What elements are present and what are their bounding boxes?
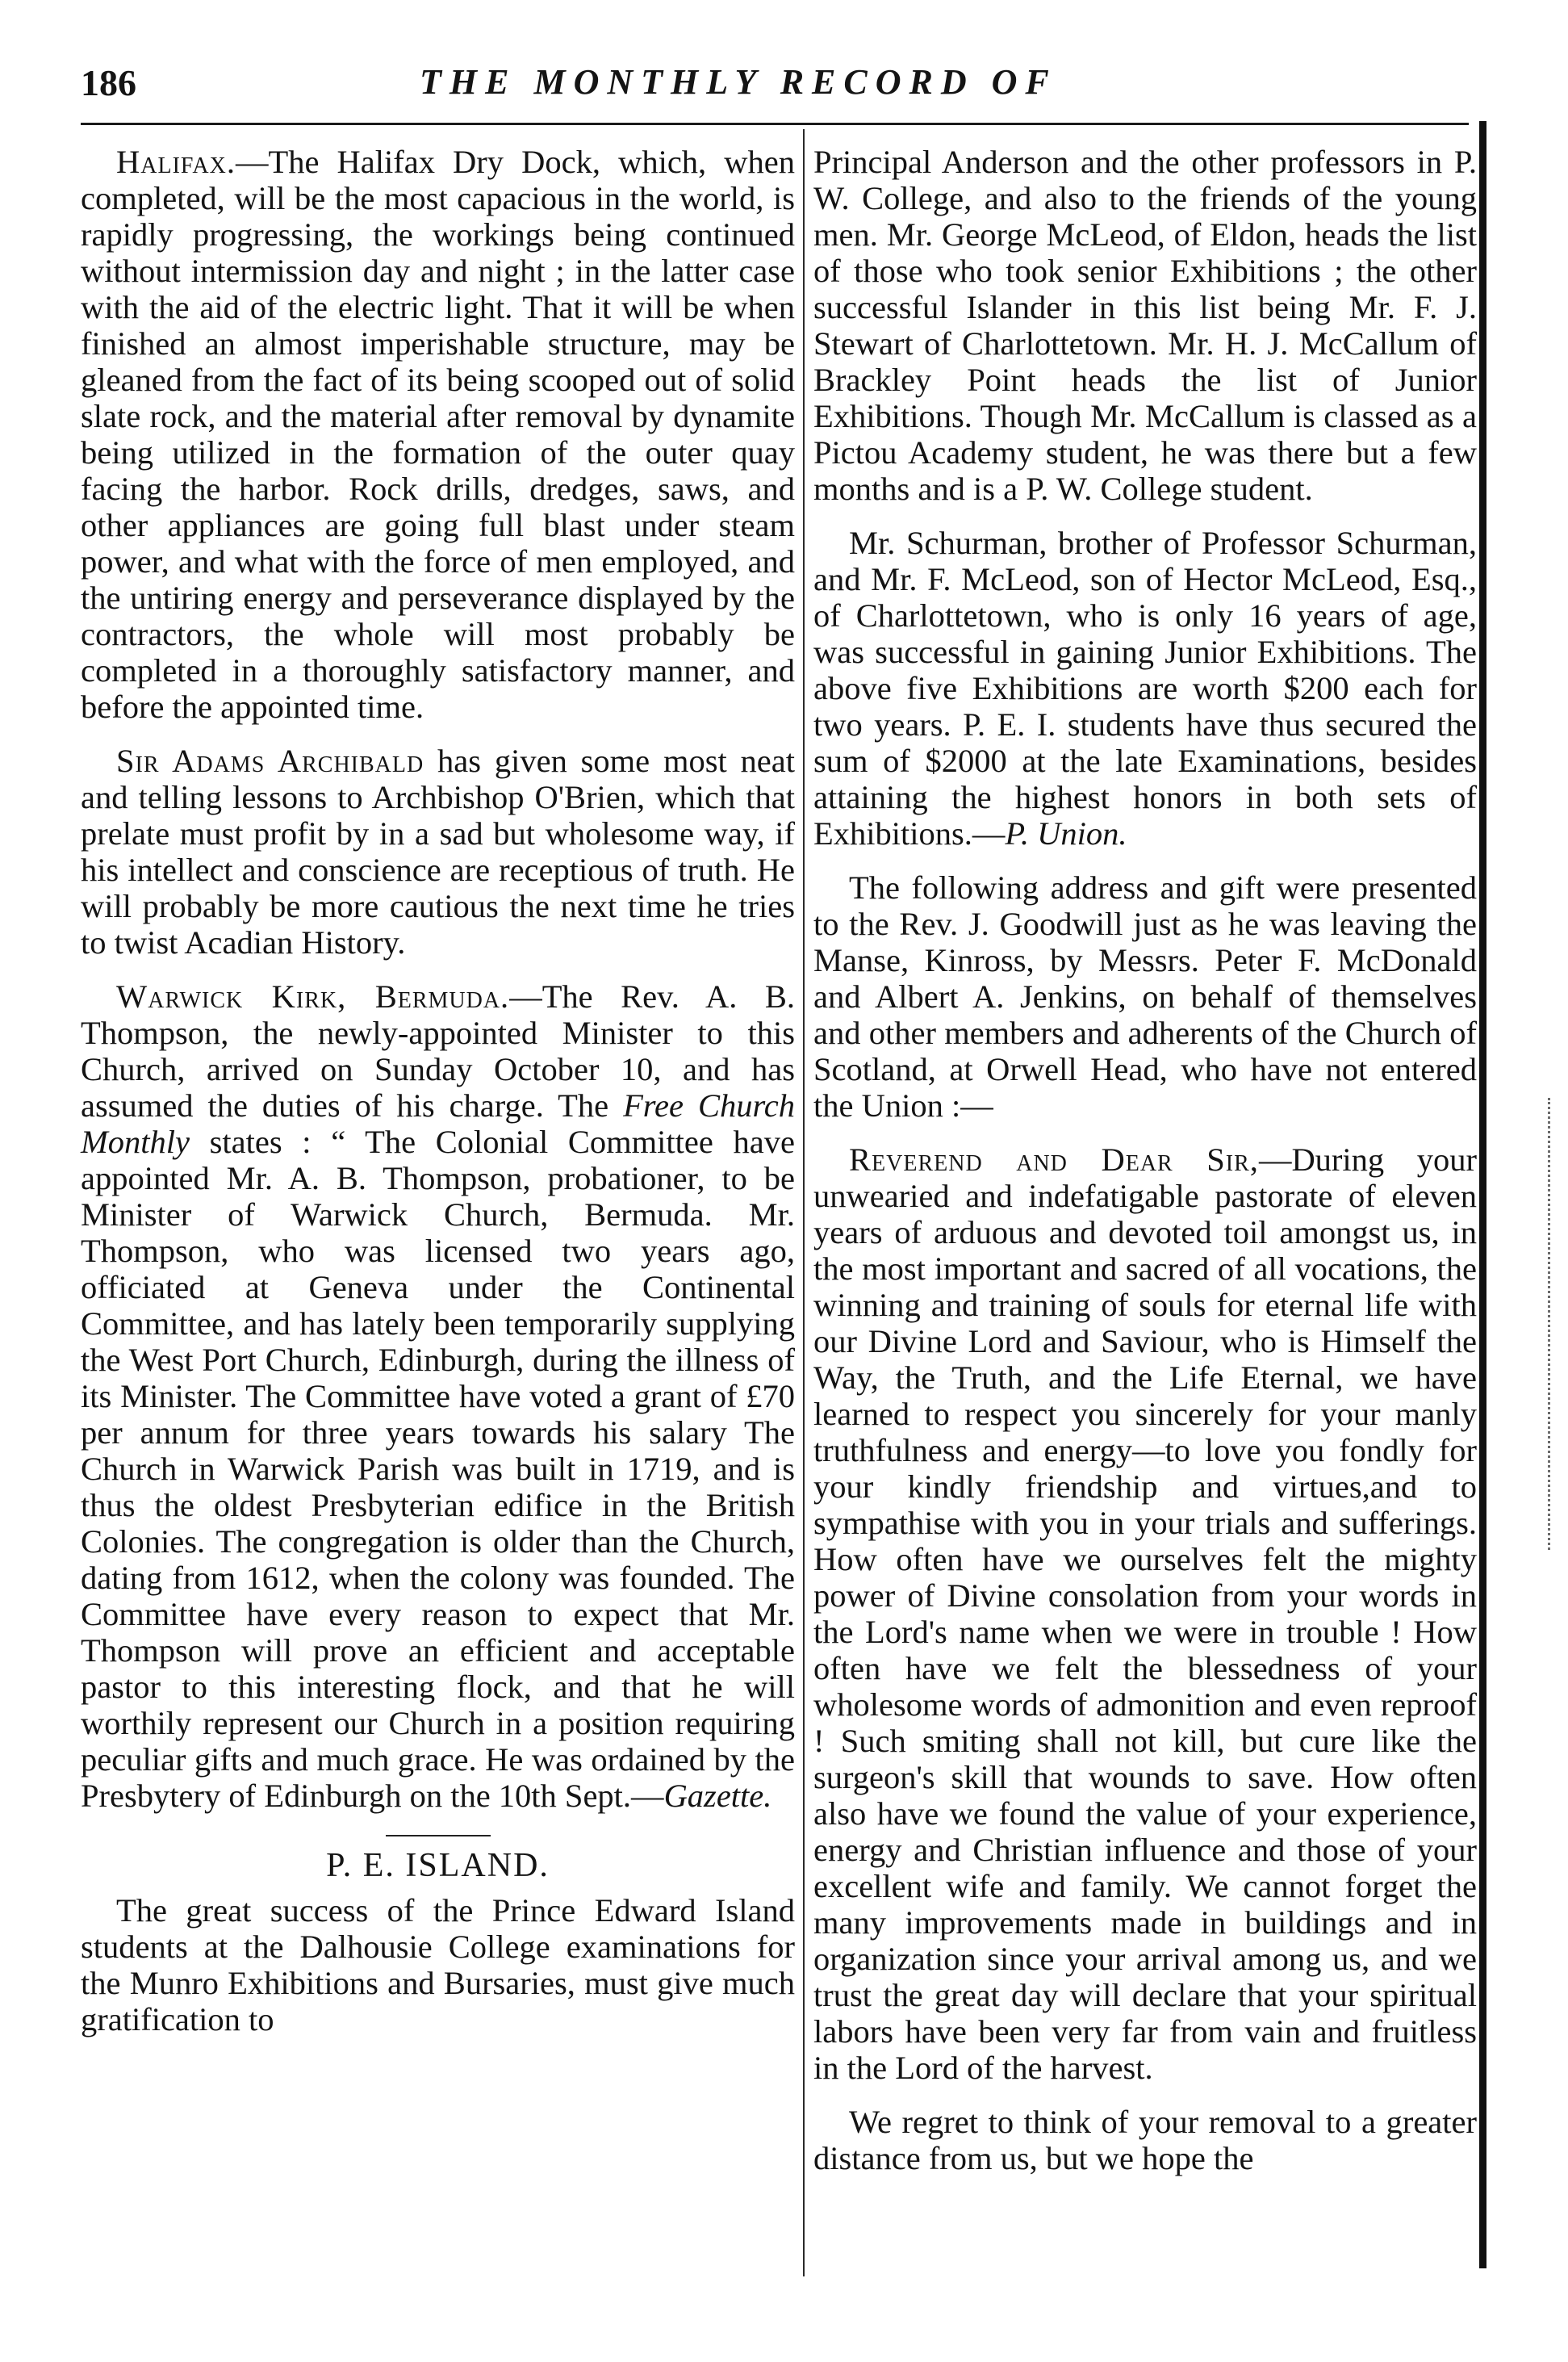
address-salutation: Reverend and Dear Sir,	[849, 1141, 1259, 1178]
schurman-source: P. Union.	[1005, 815, 1127, 852]
page-number: 186	[81, 62, 136, 103]
halifax-lead: Halifax.	[116, 144, 236, 180]
address-paragraph	[813, 1141, 1477, 2086]
address-text: —During your unwearied and indefatigable pastorate of eleven years of arduous and devoted toil amongst us, in the most important and sacred of all vocations, the winning and training of souls for eternal life with our Divine Lord and Saviour, who is Himself the Way, the Truth, and the Life Eternal, we have learned to respect you sincerely for your manly truthfulness and energy—to love you fondly for your kindly friendship and virtues,and to sympathise with you in your trials and sufferings. How often have we ourselves felt the mighty power of Divine consolation from your words in the Lord's name when we were in trouble ! How often have we felt the blessedness of your wholesome words of admonition and even reproof ! Such smiting shall not kill, but cure like the surgeon's skill that wounds to save. How often also have we found the value of your experience, energy and Christian influence and those of your excellent wife and family. We cannot forget the many improvements made in buildings and in organization since your arrival among us, and we trust the great day will declare that your spiritual labors have been very far from vain and fruitless in the Lord of the harvest.	[813, 1141, 1477, 2086]
warwick-text-2: states : “ The Colonial Committee have appointed Mr. A. B. Thompson, probationer, to be Minister of Warwick Church, Bermuda. Mr. Thompson, who was licensed two years ago, officiated at Geneva under the Continental Committee, and has lately been temporarily supplying the West Port Church, Edinburgh, during the illness of its Minister. The Committee have voted a grant of £70 per annum for three years towards his salary The Church in Warwick Parish was built in 1719, and is thus the oldest Presbyterian edifice in the British Colonies. The congregation is older than the Church, dating from 1612, when the colony was founded. The Committee have every reason to expect that Mr. Thompson will prove an efficient and acceptable pastor to this interesting flock, and that he will worthily represent our Church in a position requiring peculiar gifts and much grace. He was ordained by the Presbytery of Edinburgh on the 10th Sept.—	[81, 1124, 795, 1814]
warwick-lead: Warwick Kirk, Bermuda.	[116, 978, 510, 1015]
section-rule	[386, 1835, 491, 1836]
address-intro-paragraph: The following address and gift were presented to the Rev. J. Goodwill just as he was leaving the Manse, Kinross, by Messrs. Peter F. McDonald and Albert A. Jenkins, on behalf of themselves and other members and adherents of the Church of Scotland, at Orwell Head, who have not entered the Union :—	[813, 869, 1477, 1124]
halifax-text: —The Halifax Dry Dock, which, when completed, will be the most capacious in the world, is rapidly progressing, the workings being continued without intermission day and night ; in the latter case with the aid of the electric light. That it will be when finished an almost imperishable structure, may be gleaned from the fact of its being scooped out of solid slate rock, and the material after removal by dynamite being utilized in the formation of the outer quay facing the harbor. Rock drills, dredges, saws, and other appliances are going full blast under steam power, and what with the force of men employed, and the untiring energy and perseverance displayed by the contractors, the whole will most probably be completed in a thoroughly satisfactory manner, and before the appointed time.	[81, 144, 795, 725]
column-divider	[803, 129, 805, 2276]
continuation-paragraph: Principal Anderson and the other professors in P. W. College, and also to the friends of the young men. Mr. George McLeod, of Eldon, heads the list of those who took senior Exhibitions ; the other successful Islander in this list being Mr. F. J. Stewart of Charlottetown. Mr. H. J. McCallum of Brackley Point heads the list of Junior Exhibitions. Though Mr. McCallum is classed as a Pictou Academy student, he was there but a few months and is a P. W. College student.	[813, 144, 1477, 507]
halifax-paragraph	[81, 144, 795, 725]
warwick-text-1: —The Rev. A. B. Thompson, the newly-appointed Minister to this Church, arrived on Sunday October 10, and has assumed the duties of his charge. The	[81, 978, 795, 1124]
archibald-paragraph	[81, 743, 795, 961]
schurman-paragraph	[813, 525, 1477, 852]
running-title: THE MONTHLY RECORD OF	[420, 62, 1057, 102]
closing-paragraph: We regret to think of your removal to a greater distance from us, but we hope the	[813, 2104, 1477, 2176]
page-header	[81, 57, 1477, 113]
schurman-text: Mr. Schurman, brother of Professor Schurman, and Mr. F. McLeod, son of Hector McLeod, Esq., of Charlottetown, who is only 16 years of age, was successful in gaining Junior Exhibitions. The above five Exhibitions are worth $200 each for two years. P. E. I. students have thus secured the sum of $2000 at the late Examinations, besides attaining the highest honors in both sets of Exhibitions.—	[813, 525, 1477, 852]
archibald-lead: Sir Adams Archibald	[116, 743, 424, 779]
margin-specks	[1548, 1098, 1553, 1550]
warwick-paragraph	[81, 978, 795, 1814]
archibald-text: has given some most neat and telling lessons to Archbishop O'Brien, which that prelate must profit by in a sad but wholesome way, if his intellect and conscience are receptious of truth. He will probably be more cautious the next time he tries to twist Acadian History.	[81, 743, 795, 961]
left-column	[81, 144, 795, 2055]
right-column	[813, 144, 1477, 2194]
binding-shadow	[1479, 121, 1486, 2268]
warwick-source-1: Free Church Monthly	[81, 1087, 795, 1160]
pei-paragraph: The great success of the Prince Edward Island students at the Dalhousie College examinations for the Munro Exhibitions and Bursaries, must give much gratification to	[81, 1892, 795, 2037]
header-rule	[81, 123, 1469, 125]
warwick-source-2: Gazette.	[663, 1778, 772, 1814]
section-heading: P. E. ISLAND.	[326, 1847, 550, 1884]
